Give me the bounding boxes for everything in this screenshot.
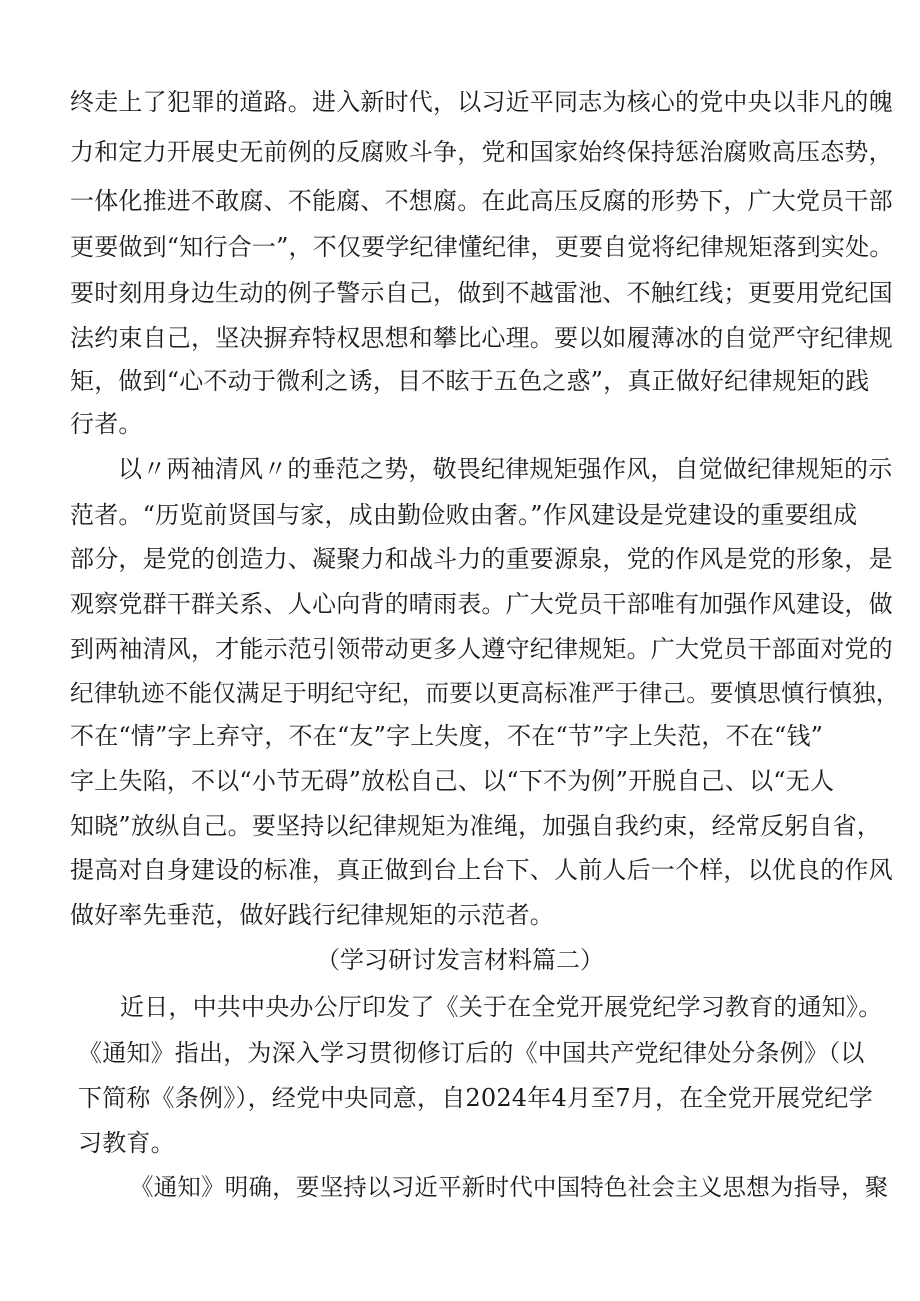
paragraph-line: 到两袖清风，才能示范引领带动更多人遵守纪律规矩。广大党员干部面对党的 bbox=[70, 635, 893, 663]
paragraph-line: 部分，是党的创造力、凝聚力和战斗力的重要源泉，党的作风是党的形象，是 bbox=[70, 545, 893, 573]
paragraph-line: 要时刻用身边生动的例子警示自己，做到不越雷池、不触红线；更要用党纪国 bbox=[70, 279, 893, 307]
paragraph-line: 下简称《条例》），经党中央同意，自2024年4月至7月，在全党开展党纪学 bbox=[78, 1084, 873, 1112]
paragraph-line: 一体化推进不敢腐、不能腐、不想腐。在此高压反腐的形势下，广大党员干部 bbox=[70, 187, 893, 215]
paragraph-line: 字上失陷，不以“小节无碍”放松自己、以“下不为例”开脱自己、以“无人 bbox=[70, 767, 835, 795]
paragraph-line: 知晓”放纵自己。要坚持以纪律规矩为准绳，加强自我约束，经常反躬自省， bbox=[70, 812, 882, 840]
section-heading: （学习研讨发言材料篇二） bbox=[316, 946, 604, 974]
paragraph-line: 不在“情”字上弃守，不在“友”字上失度，不在“节”字上失范，不在“钱” bbox=[70, 722, 824, 750]
paragraph-line: 法约束自己，坚决摒弃特权思想和攀比心理。要以如履薄冰的自觉严守纪律规 bbox=[70, 324, 893, 352]
paragraph-line: 更要做到“知行合一”，不仅要学纪律懂纪律，更要自觉将纪律规矩落到实处。 bbox=[70, 233, 894, 261]
paragraph-line: 《通知》指出，为深入学习贯彻修订后的《中国共产党纪律处分条例》（以 bbox=[78, 1039, 865, 1067]
paragraph-line: 纪律轨迹不能仅满足于明纪守纪，而要以更高标准严于律己。要慎思慎行慎独， bbox=[70, 679, 900, 707]
paragraph-line: 近日，中共中央办公厅印发了《关于在全党开展党纪学习教育的通知》。 bbox=[120, 993, 883, 1021]
paragraph-line: 《通知》明确，要坚持以习近平新时代中国特色社会主义思想为指导，聚 bbox=[130, 1173, 889, 1201]
paragraph-line: 提高对自身建设的标准，真正做到台上台下、人前人后一个样，以优良的作风 bbox=[70, 856, 893, 884]
paragraph-line: 矩，做到“心不动于微利之诱，目不眩于五色之惑”，真正做好纪律规矩的践 bbox=[70, 367, 870, 395]
paragraph-line: 习教育。 bbox=[78, 1129, 175, 1157]
paragraph-line: 做好率先垂范，做好践行纪律规矩的示范者。 bbox=[70, 901, 554, 929]
paragraph-line: 范者。“历览前贤国与家，成由勤俭败由奢。”作风建设是党建设的重要组成 bbox=[70, 501, 858, 529]
paragraph-line: 以〃两袖清风〃的垂范之势，敬畏纪律规矩强作风，自觉做纪律规矩的示 bbox=[118, 455, 893, 483]
paragraph-line: 力和定力开展史无前例的反腐败斗争，党和国家始终保持惩治腐败高压态势， bbox=[70, 138, 893, 166]
paragraph-line: 终走上了犯罪的道路。进入新时代，以习近平同志为核心的党中央以非凡的魄 bbox=[70, 88, 893, 116]
paragraph-line: 行者。 bbox=[70, 410, 143, 438]
paragraph-line: 观察党群干群关系、人心向背的晴雨表。广大党员干部唯有加强作风建设，做 bbox=[70, 590, 893, 618]
